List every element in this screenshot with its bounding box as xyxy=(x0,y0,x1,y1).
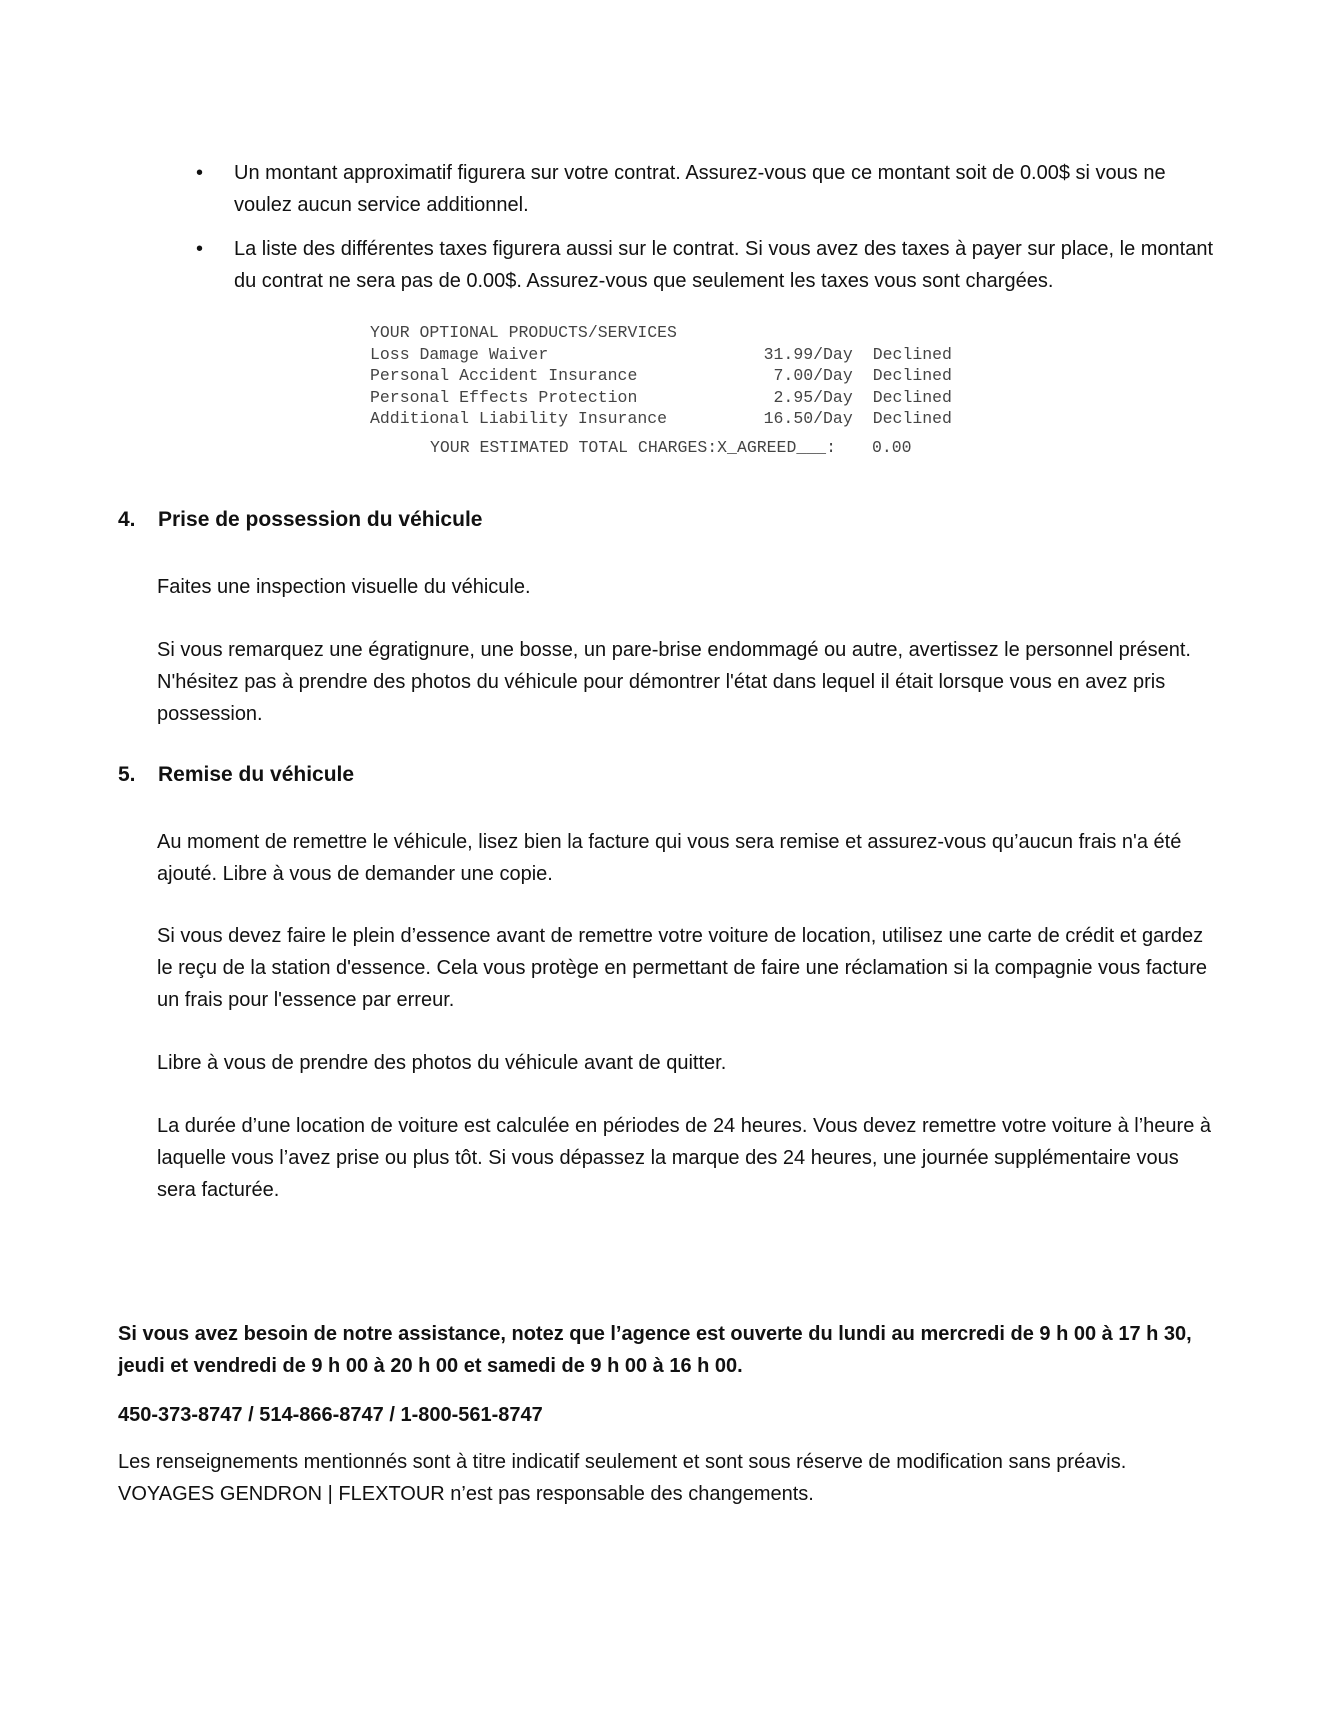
product-status: Declined xyxy=(872,387,952,407)
section-number: 5. xyxy=(118,763,136,786)
contract-row xyxy=(370,344,990,366)
contract-row xyxy=(370,408,990,430)
paragraph: Au moment de remettre le véhicule, lisez bien la facture qui vous sera remise et assurez-vous qu’aucun frais n'a été ajouté. Libre à vous de demander une copie. xyxy=(157,831,1182,885)
paragraph: Faites une inspection visuelle du véhicule. xyxy=(157,576,531,598)
product-rate: 2.95/Day xyxy=(773,387,853,407)
product-status: Declined xyxy=(872,409,952,429)
bullet-text: Un montant approximatif figurera sur votre contrat. Assurez-vous que ce montant soit de 0.00$ si vous ne voulez aucun service additionnel. xyxy=(234,162,1166,216)
bullet-icon: • xyxy=(196,238,204,260)
section-heading xyxy=(118,505,482,535)
section-heading xyxy=(118,760,354,790)
contract-row xyxy=(370,387,990,409)
product-status: Declined xyxy=(872,366,952,386)
bullet-list xyxy=(196,157,1216,309)
product-name: Loss Damage Waiver xyxy=(370,344,549,364)
product-rate: 7.00/Day xyxy=(773,366,853,386)
phone-numbers: 450-373-8747 / 514-866-8747 / 1-800-561-8747 xyxy=(118,1404,543,1426)
paragraph: La durée d’une location de voiture est calculée en périodes de 24 heures. Vous devez remettre votre voiture à l’heure à laquelle vous l’avez prise ou plus tôt. Si vous dépassez la marque des 24 heures, une journée supplémentaire vous sera facturée. xyxy=(157,1115,1211,1201)
contract-total xyxy=(370,437,990,459)
total-label: YOUR ESTIMATED TOTAL CHARGES:X_AGREED___: xyxy=(430,437,836,457)
bullet-item xyxy=(196,233,1216,297)
bullet-item xyxy=(196,157,1216,221)
section-title: Prise de possession du véhicule xyxy=(158,508,483,531)
section-number: 4. xyxy=(118,508,136,531)
contract-header: YOUR OPTIONAL PRODUCTS/SERVICES xyxy=(370,323,677,342)
product-name: Personal Accident Insurance xyxy=(370,366,638,386)
product-name: Personal Effects Protection xyxy=(370,387,638,407)
product-rate: 31.99/Day xyxy=(763,344,853,364)
product-name: Additional Liability Insurance xyxy=(370,409,668,429)
paragraph: Libre à vous de prendre des photos du véhicule avant de quitter. xyxy=(157,1052,727,1074)
bullet-text: La liste des différentes taxes figurera aussi sur le contrat. Si vous avez des taxes à payer sur place, le montant du contrat ne sera pas de 0.00$. Assurez-vous que seulement les taxes vous sont chargées. xyxy=(234,238,1214,292)
contract-excerpt-image xyxy=(370,322,990,459)
bullet-icon: • xyxy=(196,162,204,184)
paragraph: Si vous remarquez une égratignure, une bosse, un pare-brise endommagé ou autre, avertissez le personnel présent. N'hésitez pas à prendre des photos du véhicule pour démontrer l'état dans lequel il était lorsque vous en avez pris possession. xyxy=(157,639,1191,725)
section-title: Remise du véhicule xyxy=(158,763,355,786)
total-amount: 0.00 xyxy=(871,437,912,457)
contract-row xyxy=(370,365,990,387)
product-rate: 16.50/Day xyxy=(763,409,853,429)
disclaimer: Les renseignements mentionnés sont à titre indicatif seulement et sont sous réserve de modification sans préavis. VOYAGES GENDRON | FLEXTOUR n’est pas responsable des changements. xyxy=(118,1451,1127,1505)
product-status: Declined xyxy=(872,344,952,364)
office-hours: Si vous avez besoin de notre assistance, notez que l’agence est ouverte du lundi au mercredi de 9 h 00 à 17 h 30, jeudi et vendredi de 9 h 00 à 20 h 00 et samedi de 9 h 00 à 16 h 00. xyxy=(118,1323,1192,1377)
paragraph: Si vous devez faire le plein d’essence avant de remettre votre voiture de location, utilisez une carte de crédit et gardez le reçu de la station d'essence. Cela vous protège en permettant de faire une réclamation si la compagnie vous facture un frais pour l'essence par erreur. xyxy=(157,925,1207,1011)
